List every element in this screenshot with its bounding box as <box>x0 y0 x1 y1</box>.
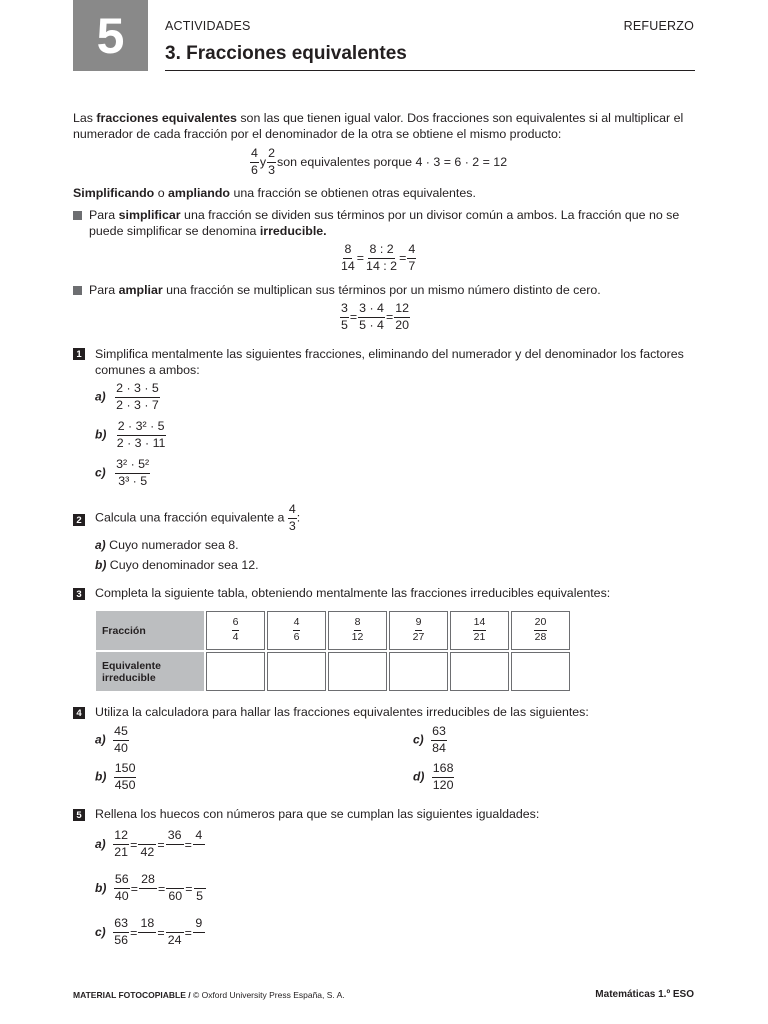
table-cell: $\frac{14}{21}$ <box>450 611 509 650</box>
footer-copyright: MATERIAL FOTOCOPIABLE / © Oxford University Press España, S. A. <box>73 990 345 1000</box>
footer-book-title: Matemáticas 1.º ESO <box>595 989 694 1000</box>
exercise-4-item-b: b) $\frac{150}{450}$ <box>95 761 136 792</box>
section-label: ACTIVIDADES <box>165 19 251 33</box>
exercise-number: 4 <box>73 707 85 719</box>
page-title: 3. Fracciones equivalentes <box>165 43 407 64</box>
answer-cell[interactable] <box>206 652 265 691</box>
bullet-marker <box>73 211 82 220</box>
answer-cell[interactable] <box>328 652 387 691</box>
exercise-number: 3 <box>73 588 85 600</box>
exercise-4-item-c: c) $\frac{63}{84}$ <box>413 724 446 755</box>
answer-cell[interactable] <box>267 652 326 691</box>
header-rule <box>165 70 695 71</box>
exercise-1-item-b: b) $\frac{\text{2 · 3² · 5}}{2 \cdot 3 \cdot 11}$ <box>95 419 166 450</box>
answer-cell[interactable] <box>511 652 570 691</box>
exercise-number: 1 <box>73 348 85 360</box>
exercise-5-text: Rellena los huecos con números para que se cumplan las siguientes igualdades: <box>95 807 540 821</box>
exercise-number: 2 <box>73 514 85 526</box>
exercise-4-item-a: a) $\frac{45}{40}$ <box>95 724 128 755</box>
equivalence-example: $\frac{4}{6}$ y $\frac{2}{3}$ son equivalentes porque 4 · 3 = 6 · 2 = 12 <box>251 146 508 177</box>
exercise-2-item-a: a) Cuyo numerador sea 8. <box>95 538 239 552</box>
table-cell: $\frac{8}{12}$ <box>328 611 387 650</box>
exercise-number: 5 <box>73 809 85 821</box>
amplify-bullet: Para ampliar una fracción se multiplican sus términos por un mismo número distinto de cero. <box>89 283 601 297</box>
exercise-2-item-b: b) Cuyo denominador sea 12. <box>95 558 259 572</box>
level-label: REFUERZO <box>623 19 694 33</box>
table-header-irreducible: Equivalente irreducible <box>96 652 204 691</box>
intro-paragraph-2: Simplificando o ampliando una fracción se obtienen otras equivalentes. <box>73 186 476 200</box>
exercise-3-text: Completa la siguiente tabla, obteniendo mentalmente las fracciones irreducibles equivalentes: <box>95 586 611 600</box>
answer-cell[interactable] <box>450 652 509 691</box>
amplify-example: $\frac{3}{5}$ = $\frac{3 \cdot 4}{5 \cdot 4}$ = $\frac{12}{20}$ <box>341 301 409 332</box>
exercise-2-text: Calcula una fracción equivalente a $\frac{4}{3}$ : <box>95 502 301 533</box>
answer-cell[interactable] <box>389 652 448 691</box>
simplify-bullet: Para simplificar una fracción se dividen sus términos por un divisor común a ambos. La fracción que no se puede simplificar se denomina irreducible. <box>89 208 680 238</box>
table-header-fraction: Fracción <box>96 611 204 650</box>
unit-number-box <box>73 0 148 71</box>
fractions-table <box>94 609 572 693</box>
unit-number: 5 <box>96 7 125 64</box>
exercise-1-item-c: c) $\frac{\text{3² · 5²}}{\text{3³ · 5}}$ <box>95 457 150 488</box>
exercise-5-item-c: c) $\frac{63}{56}$ = 18 = 24 = 9 <box>95 917 205 948</box>
intro-paragraph: Las fracciones equivalentes son las que tienen igual valor. Dos fracciones son equivalentes si al multiplicar el numerador de cada fracción por el denominador de la otra se obtiene el mismo producto: <box>73 111 684 141</box>
simplify-example: $\frac{8}{14}$ = $\frac{8 : 2}{14 : 2}$ = $\frac{4}{7}$ <box>341 242 416 273</box>
exercise-4-item-d: d) $\frac{168}{120}$ <box>413 761 454 792</box>
table-row <box>96 611 570 650</box>
table-cell: $\frac{9}{27}$ <box>389 611 448 650</box>
bullet-marker <box>73 286 82 295</box>
exercise-5-item-b: b) $\frac{56}{40}$ = 28 = 60 = 5 <box>95 873 206 904</box>
table-cell: $\frac{4}{6}$ <box>267 611 326 650</box>
table-row <box>96 652 570 691</box>
exercise-5-item-a: a) $\frac{12}{21}$ = 42 = 36 = 4 <box>95 829 205 860</box>
table-cell: $\frac{20}{28}$ <box>511 611 570 650</box>
exercise-1-text: Simplifica mentalmente las siguientes fracciones, eliminando del numerador y del denominador los factores comunes a ambos: <box>95 347 684 377</box>
table-cell: $\frac{6}{4}$ <box>206 611 265 650</box>
exercise-1-item-a: a) $\frac{2 \cdot 3 \cdot 5}{2 \cdot 3 \cdot 7}$ <box>95 381 159 412</box>
exercise-4-text: Utiliza la calculadora para hallar las fracciones equivalentes irreducibles de las siguientes: <box>95 705 589 719</box>
